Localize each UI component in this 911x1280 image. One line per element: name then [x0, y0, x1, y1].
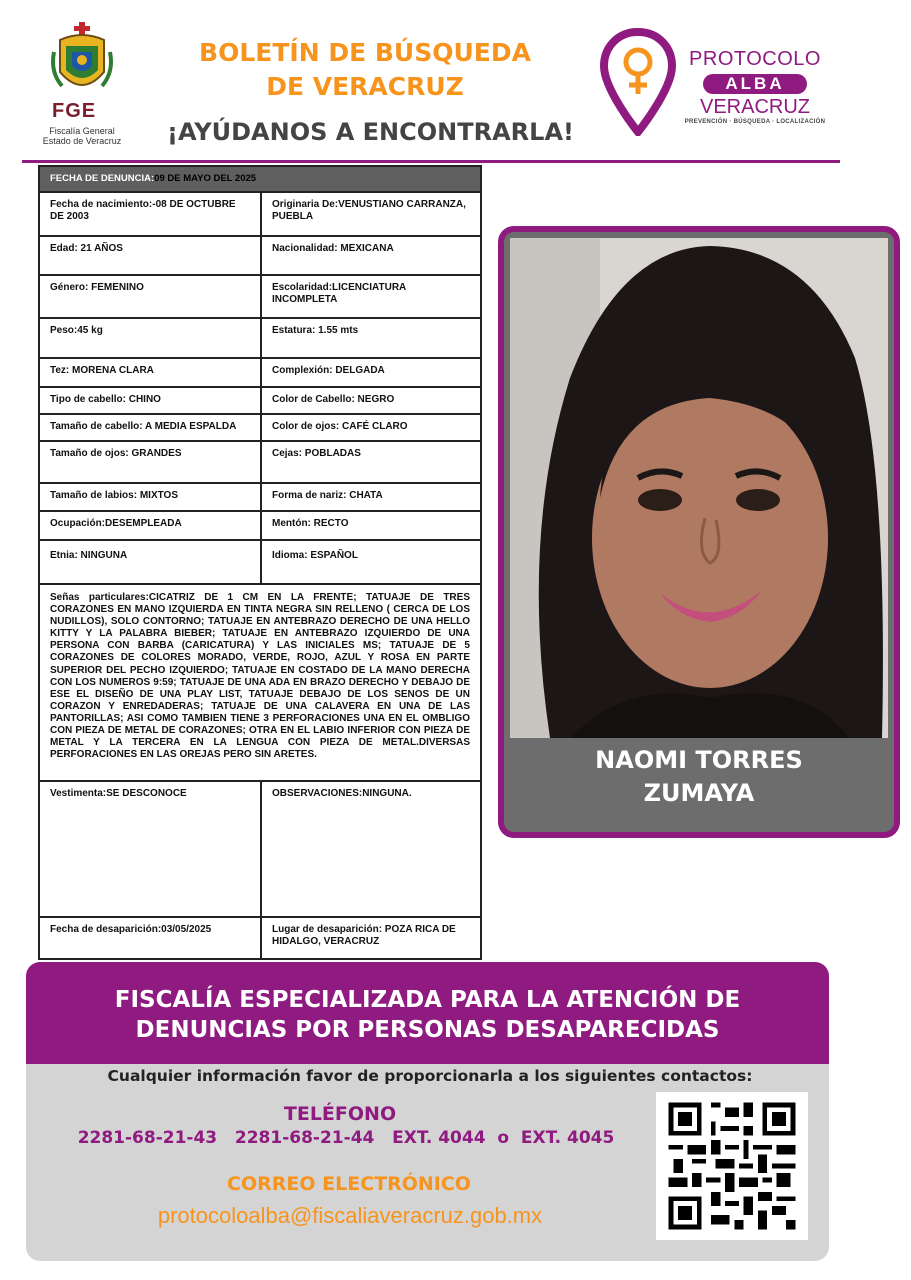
- build-cell: Complexión: DELGADA: [272, 365, 385, 376]
- eye-size-cell: Tamaño de ojos: GRANDES: [40, 442, 262, 482]
- name-line2: ZUMAYA: [643, 779, 755, 807]
- eyebrows-cell: Cejas: POBLADAS: [272, 448, 361, 459]
- bulletin-title: [150, 36, 580, 104]
- disappearance-date-cell: Fecha de desaparición:03/05/2025: [40, 918, 262, 958]
- report-date-value: 09 DE MAYO DEL 2025: [154, 173, 257, 184]
- weight-cell: Peso:45 kg: [40, 319, 262, 357]
- email-link[interactable]: protocoloalba@fiscaliaveracruz.gob.mx: [157, 1203, 543, 1228]
- report-date-row: [40, 167, 480, 193]
- table-row: [40, 415, 480, 442]
- protocol-tagline: PREVENCIÓN · BÚSQUEDA · LOCALIZACIÓN: [684, 119, 826, 125]
- chin-cell: Mentón: RECTO: [272, 518, 349, 529]
- occupation-cell: Ocupación:DESEMPLEADA: [40, 512, 262, 539]
- education-cell: Escolaridad:LICENCIATURA INCOMPLETA: [272, 282, 406, 305]
- agency-title-line2: DENUNCIAS POR PERSONAS DESAPARECIDAS: [135, 1017, 720, 1043]
- eye-color-cell: Color de ojos: CAFÉ CLARO: [272, 421, 408, 432]
- protocolo-alba-logo: [680, 48, 830, 125]
- table-row: [40, 359, 480, 388]
- personal-data-table: [38, 165, 482, 960]
- hair-length-cell: Tamaño de cabello: A MEDIA ESPALDA: [40, 415, 262, 440]
- table-row: [40, 319, 480, 359]
- clothing-cell: Vestimenta:SE DESCONOCE: [40, 782, 262, 916]
- distinguishing-marks: Señas particulares:CICATRIZ DE 1 CM EN LA FRENTE; TATUAJE DE TRES CORAZONES EN MANO IZQUIERDA EN TINTA NEGRA SIN RELLENO ( CERCA DE LOS NUDILLOS), SOLO CONTORNO; TATUAJE EN ANTEBRAZO DERECHO DE UNA HELLO KITTY Y LA PALABRA BIEBER; TATUAJE EN ANTEBRAZO IZQUIERDO DE UNA PERSONA CON BARBA (CARICATURA) Y LAS INICIALES MS; TATUAJE DE 5 CORAZONES DE COLORES MORADO, VERDE, ROJO, AZUL Y ROSA EN PARTE SUPERIOR DEL PECHO IZQUIERDO; TATUAJE EN COSTADO DE LA MANO DERECHA CON LOS NUMEROS 9:59; TATUAJE DE UNA ADA EN BRAZO DERECHO Y DEBAJO DE ESE EL DISEÑO DE UNA PLAY LIST, TATUAJE DEBAJO DE LOS SENOS DE UN CORAZON Y ENREDADERAS; TATUAJE DE UNA CALAVERA EN UNA DE LAS PANTORILLAS; ASI COMO TAMBIEN TIENE 3 PERFORACIONES UNA EN EL OMBLIGO CON PIEZA DE METAL DE CORAZONES; OTRA EN EL LABIO INFERIOR CON PIEZA DE METAL Y LA TERCERA EN LA LENGUA CON PIEZA DE METAL.DIVERSAS PERFORACIONES EN LAS OREJAS PERO SIN ARETES.: [40, 585, 480, 782]
- qr-code-icon[interactable]: [656, 1092, 808, 1240]
- agency-name: [26, 126, 138, 146]
- name-line1: NAOMI TORRES: [595, 746, 803, 774]
- missing-person-card: [498, 226, 900, 838]
- ethnicity-cell: Etnia: NINGUNA: [40, 541, 262, 583]
- report-date-label: FECHA DE DENUNCIA:: [50, 173, 155, 184]
- gender-cell: Género: FEMENINO: [40, 276, 262, 317]
- protocol-line1: PROTOCOLO: [689, 48, 821, 70]
- contact-intro-text: Cualquier información favor de proporcionarla a los siguientes contactos:: [107, 1067, 753, 1085]
- protocol-line2: ALBA: [703, 74, 806, 94]
- origin-cell: Originaria De:VENUSTIANO CARRANZA, PUEBLA: [272, 199, 466, 222]
- height-cell: Estatura: 1.55 mts: [272, 325, 359, 336]
- nose-shape-cell: Forma de nariz: CHATA: [272, 490, 383, 501]
- veracruz-coat-of-arms-icon: [50, 22, 114, 100]
- table-row: [40, 541, 480, 585]
- bulletin-title-line1: BOLETÍN DE BÚSQUEDA: [199, 38, 531, 67]
- language-cell: Idioma: ESPAÑOL: [272, 550, 358, 561]
- birth-date-cell: Fecha de nacimiento:-08 DE OCTUBRE DE 2003: [40, 193, 262, 235]
- specialized-agency-title: [40, 985, 815, 1045]
- table-row: [40, 276, 480, 319]
- nationality-cell: Nacionalidad: MEXICANA: [272, 243, 394, 254]
- protocol-line3: VERACRUZ: [699, 96, 810, 118]
- email-label: CORREO ELECTRÓNICO: [227, 1173, 471, 1195]
- agency-title-line1: FISCALÍA ESPECIALIZADA PARA LA ATENCIÓN DE: [114, 987, 741, 1013]
- phone-label: TELÉFONO: [283, 1103, 397, 1125]
- age-cell: Edad: 21 AÑOS: [40, 237, 262, 274]
- agency-name-line1: Fiscalía General: [49, 126, 115, 136]
- table-row: [40, 782, 480, 918]
- table-row: [40, 237, 480, 276]
- portrait-placeholder-icon: [510, 238, 888, 738]
- complexion-tone-cell: Tez: MORENA CLARA: [40, 359, 262, 386]
- phone-numbers[interactable]: 2281-68-21-43 2281-68-21-44 EXT. 4044 o EXT. 4045: [77, 1128, 615, 1148]
- table-row: [40, 918, 480, 960]
- hair-type-cell: Tipo de cabello: CHINO: [40, 388, 262, 413]
- agency-acronym: FGE: [52, 100, 97, 122]
- table-row: [40, 193, 480, 237]
- table-row: [40, 484, 480, 512]
- missing-person-name: [504, 744, 894, 810]
- table-row: [40, 388, 480, 415]
- table-row: [40, 442, 480, 484]
- disappearance-place-cell: Lugar de desaparición: POZA RICA DE HIDALGO, VERACRUZ: [272, 924, 456, 947]
- observations-cell: OBSERVACIONES:NINGUNA.: [272, 788, 412, 799]
- table-row: [40, 512, 480, 541]
- location-pin-female-icon: [600, 28, 676, 136]
- agency-name-line2: Estado de Veracruz: [42, 136, 122, 146]
- help-find-her-heading: ¡AYÚDANOS A ENCONTRARLA!: [167, 118, 574, 146]
- header-divider: [22, 160, 840, 163]
- lip-size-cell: Tamaño de labios: MIXTOS: [40, 484, 262, 510]
- missing-person-photo: [510, 238, 888, 738]
- hair-color-cell: Color de Cabello: NEGRO: [272, 394, 395, 405]
- bulletin-title-line2: DE VERACRUZ: [266, 72, 464, 101]
